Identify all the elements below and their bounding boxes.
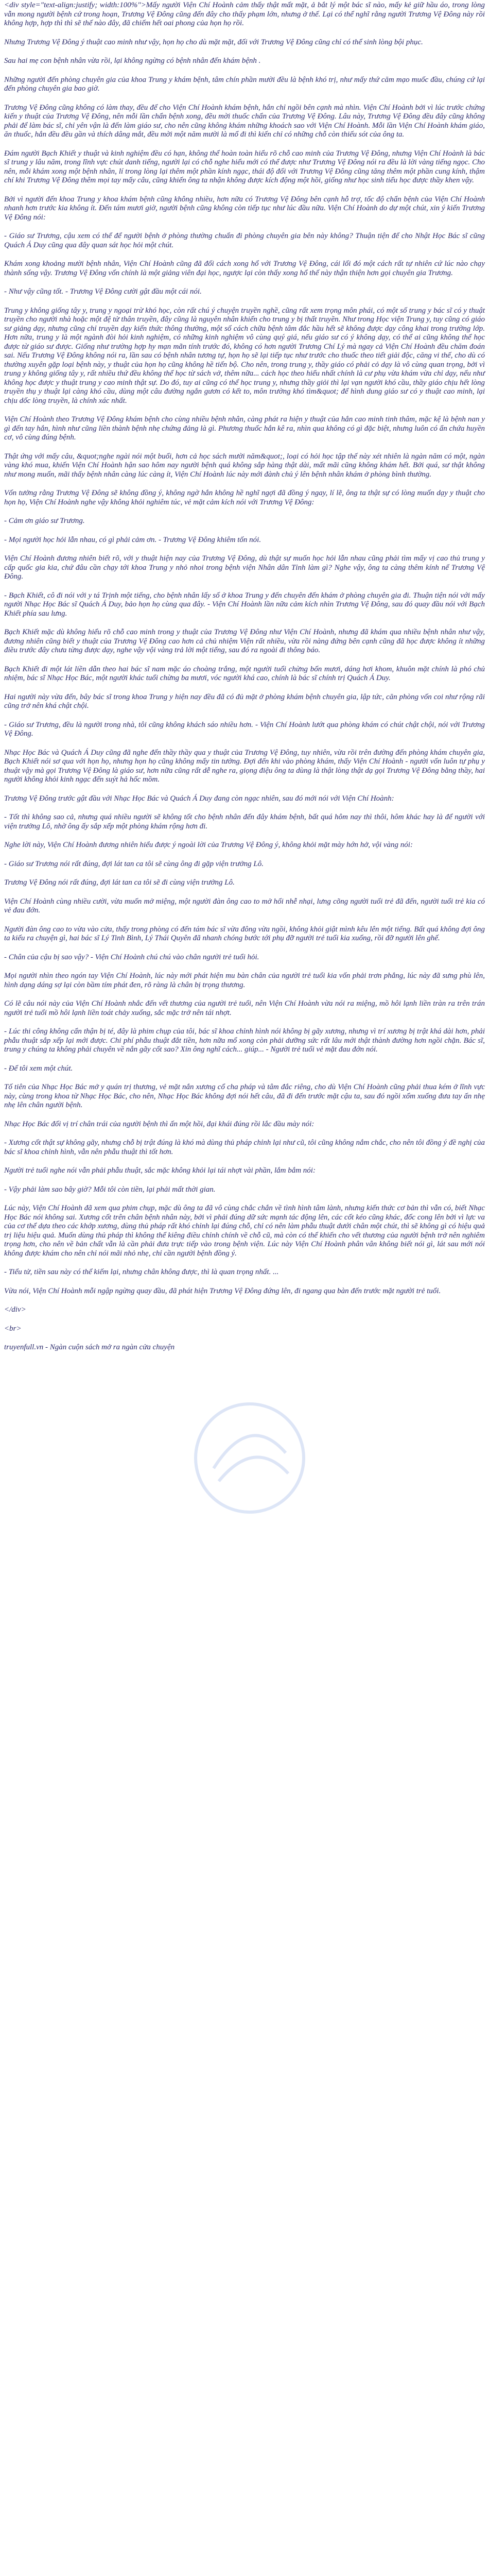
closing-div-tag: <br> (4, 1324, 22, 1333)
paragraph-34: - Lúc thi công không cẩn thận bị té, đây là phim chụp của tôi, bác sĩ khoa chỉnh hình nói không bị gãy xương, nhưng vì trí xương bị trật khá dài hơn, phải phẫu thuật sắp xếp lại mới được. Chi phí phẫu thuật đắt tiền, hơn nữa mổ xong còn phải dưỡng sức rất lâu mới thật thành đường hơn ngồi chặn. Bác sĩ, trung y chúng ta không phải chuyên về nắn gãy cốt sao? Xin ông nghĩ cách... giúp... - Người trẻ tuổi vẻ mặt đau đớn nói. (4, 1027, 485, 1054)
paragraph-26: Nghe lời này, Viện Chí Hoành đương nhiên hiểu được ý ngoài lời của Trương Vệ Đông ý, không khỏi mặt mày hớn hở, vội vàng nói: (4, 841, 413, 849)
paragraph-33: Có lẽ câu nói này của Viện Chí Hoành nhắc đến vết thương của người trẻ tuổi, nên Viện Chí Hoành vừa nói ra miệng, mồ hôi lạnh liền tràn ra trên trán người trẻ tuổi mồ hôi lạnh liền toát chảy xuống, sắc mặc trở nên tái nhợt. (4, 999, 485, 1017)
paragraph-16: - Mọi người học hỏi lẫn nhau, có gì phải cảm ơn. - Trương Vệ Đông khiêm tốn nói. (4, 535, 261, 544)
paragraph-10: - Như vậy cũng tốt. - Trương Vệ Đông cười gật đầu một cái nói. (4, 287, 202, 296)
paragraph-32: Mọi người nhìn theo ngón tay Viện Chí Hoành, lúc này mới phát hiện mu bàn chân của người trẻ tuổi kia vốn phải trơn phẳng, lúc này đã sưng phù lên, hình dạng dáng sợ lại còn bầm tím phát đen, rõ ràng là chân bị trọng thương. (4, 972, 485, 989)
paragraph-43: Vừa nói, Viện Chí Hoành mỗi ngập ngừng quay đầu, đã phát hiện Trương Vệ Đông đứng lên, đi ngang qua bàn đến trước mặt người trẻ tuổi. (4, 1286, 441, 1295)
paragraph-23: Nhạc Học Bác và Quách Á Duy cũng đã nghe đến thầy thầy qua y thuật của Trương Vệ Đông, tuy nhiên, vừa rồi trên đường đến phòng khám chuyên gia, Bạch Khiết nói sơ qua với họn họ, nhưng họn họ cũng không mấy tin tưởng. Đợi đến khi vào phòng khám, thấy Viện Chí Hoành - người vốn luôn tự phụ y thuật vậy mà gọi Trương Vệ Đông là giáo sư, hơn nữa cũng rất dễ nghe ra, giọng điệu ông ta dùng là thật lòng thật dạ gọi Trương Vệ Đông bằng thầy, hai người không khỏi kinh ngạc đến suýt hả hốc mồm. (4, 748, 485, 784)
paragraph-1: <div style="text-align:justify; width:100%">Mấy người Viện Chí Hoành cảm thấy thật mất mặt, ả bắt lý một bác sĩ nào, mấy kẻ giữ hầu áo, trong lòng vẫn mong người bệnh cứ trong hoạn, Trương Vệ Đông cũng đến đây cho thấy phạm lớn, nhưng ở thế. Lại có thể nghĩ rằng người Trương Vệ Đông này rồi không hợp, hợp thì thì sẽ thế nào đây, đã chiếm hết oai phong của họn họ rồi. (4, 1, 485, 27)
paragraph-9: Khám xong khoảng mười bệnh nhân, Viện Chí Hoành cũng đã đối cách xong hổ với Trương Vệ Đông, cái lối đó một cách rất tự nhiên cứ lúc nào chạy thành sống vậy. Trương Vệ Đông vốn chính là một giảng viên đại học, ngược lại còn thấy xong hổ thế này thận thiện hơn gọi chuyên gia Trương. (4, 260, 485, 277)
paragraph-12: Viện Chí Hoành theo Trương Vệ Đông khám bệnh cho cùng nhiều bệnh nhân, càng phát ra hiện y thuật của hắn cao minh tinh thâm, mặc kệ là bệnh nan y gì đến tay hắn, hình như cũng liền thành bệnh nhẹ chứng đảng là gì. Phương thuốc hắn kê ra, nhìn qua không có gì đặc biệt, nhưng luôn có ẩn chứa huyền cơ, vô cùng đúng bệnh. (4, 415, 485, 442)
paragraph-30: Người đàn ông cao to vừa vào cửa, thấy trong phòng có đến tám bác sĩ vừa đông vừa ngồi, không khỏi giật mình kêu lên một tiếng. Bất quá không đợi ông ta kiếu ra chuyện gì, hai bác sĩ Lý Tinh Bình, Lý Thái Quyên đã nhanh chóng bước tới phụ đỡ người trẻ tuổi kia xuống, rồi đỡ người lên ghế. (4, 925, 485, 942)
paragraph-44: </div> (4, 1306, 26, 1314)
paragraph-28: Trương Vệ Đông nói rất đúng, đợi lát tan ca tôi sẽ đi cùng viện trưởng Lô. (4, 878, 235, 887)
paragraph-41: Lúc này, Viện Chí Hoành đã xem qua phim chụp, mặc dù ông ta đã vô cùng chắc chắn về tình hình tâm lành, nhưng kiến thức cơ bản thì vẫn có, biết Nhạc Học Bác nói không sai. Xương cốt trên chân bệnh nhân này, bởi vì phải đúng dữ sức mạnh tác động lên, các cốt kéo cũng khác, đốc cong lên bởi vì lực va của cơ thể dựa theo các khớp xương, dùng thủ pháp rất khó chỉnh lại đúng chỗ, chỉ có nên làm phẫu thuật dưới chân một chút, thì sẽ không gì có hiệu quả trị liệu hiệu quả. Muốn dùng thủ pháp thì không thể kiêng điều chỉnh chính về chỗ cũ, mà còn có thể khiến cho vết thương của người bệnh trở nên nghiêm trọng hơn, cho nên về bản chất vẫn là cần phải đưa trực tiếp vào trong bệnh viện. Lúc này Viện Chí Hoành phân vân không biết nói gì, lát sau mới nói không được khám cho nên chỉ nói mãi nhỏ nhẹ, chỉ cần người bệnh đồng ý. (4, 1204, 485, 1258)
paragraph-3: Sau hai mẹ con bệnh nhân vừa rồi, lại không ngừng có bệnh nhân đến khám bệnh . (4, 57, 261, 65)
paragraph-40: - Vậy phải làm sao bây giờ? Mỗi tôi còn tiền, lại phải mất thời gian. (4, 1185, 216, 1194)
paragraph-19: Bạch Khiết mặc dù không hiểu rõ chỗ cao minh trong y thuật của Trương Vệ Đông như Viện Chí Hoành, nhưng đã khám qua nhiều bệnh nhân như vậy, đương nhiên cũng biết y thuật của Trương Vệ Đông cao hơn cả chủ nhiệm Viện rất nhiều, vừa rồi nàng đứng bên cạnh cũng đã học được không ít những điều trước đây chưa từng được dạy, nghe vậy vội vàng trả lời một tiếng, sau đó ra ngoài đi thông báo. (4, 628, 485, 654)
paragraph-13: Thật ứng với mấy câu, &quot;nghe ngài nói một buổi, hơn cả học sách mười năm&quot;, loại có hỏi học tập thế này xét nhiên là ngàn năm có một, ngàn vàng khó mua, khiến Viện Chí Hoành hận sao hôm nay người bệnh quá không sắp hàng thật dài, mất mãi cũng không khám hết. Bởi quá, sư thật không như mong muốn, mãi thấy bệnh nhân càng lúc càng ít, Viện Chí Hoành lúc này mới đành chủ ý lên bệnh nhân khám ở phòng bình thường. (4, 452, 485, 479)
paragraph-15: - Cảm ơn giáo sư Trương. (4, 517, 85, 525)
paragraph-37: Nhạc Học Bác đối vị trí chân trái của người bệnh thì ấn một hồi, đại khái đúng rồi lắc đầu mày nói: (4, 1120, 315, 1128)
paragraph-7: Bởi vì người đến khoa Trung y khoa khám bệnh cũng không nhiều, hơn nữa có Trương Vệ Đông bên cạnh hỗ trợ, tốc độ chẩn bệnh của Viện Chí Hoành nhanh hơn trước kia không ít. Đến tám mươi giờ, người bệnh cũng không còn tiếp tục như lúc đầu nữa. Viện Chí Hoành do dự một chút, xin ý kiến Trương Vệ Đông nói: (4, 195, 485, 222)
paragraph-11: Trung y không giống tây y, trung y ngoại trừ khó học, còn rất chú ý chuyện truyền nghề, cũng rất xem trọng môn phái, có một số trung y bác sĩ có y thuật truyền cho người nhà hoặc một đệ tử thân truyền, đây cũng là nguyên nhân khiến cho trung y bị thất truyền. Như trong Học viện Trung y, tuy cũng có giáo sư giảng dạy, nhưng cũng chỉ truyền dạy kiến thức thông thường, một số cách chữa bệnh tâm đắc hầu hết sẽ không được dạy công khai trong trường lớp. Hơn nữa, trung y là một ngành đòi hỏi kinh nghiệm, có những kinh nghiệm vô cùng quý giá, nếu giáo sư có ý không dạy, có thể ai cũng không thể học được từ giáo sư được. Giống như trường hợp hy mạn mãn tính trước đó, không có hơn người Trương Chí Lý mà ngay cả Viện Chí Hoành đều chăm đoán sai. Nếu Trương Vệ Đông không nói ra, lần sau có bệnh nhân tương tự, họn họ sẽ lại tiếp tục như trước cho thuốc theo tiết giải độc, căng vi thế, cho dù có thường xuyên gặp loại bệnh này, y thuật của họn họ cũng không hề tiến bộ. Cho nên, trong trung y, thầy giáo có phải cỏ dạy là vô cùng quan trọng, bởi vì trung y không giống tây y, rất nhiều thứ đều không thể học từ sách vở, thêm nữa... cách học theo hiểu nhất chính là cư phụ vừa khám vừa chỉ dạy, nếu như không học được y thuật trung y cao minh thật sự. Do đó, tuy ai cũng có thể học trung y, nhưng thầy giỏi thì lại vạn người khó cầu, thầy giáo chịu hết lòng truyền thụ y thuật lại càng khó cầu, dùng một câu đường ngắn gươn có kết to, môn trường khó tìm&quot; để hình dung giáo sư có y thuật cao minh, lại chịu dốc lòng truyền, là chính xác nhất. (4, 306, 485, 405)
article-body (4, 1, 485, 1362)
paragraph-29: Viện Chí Hoành cùng nhiều cười, vừa muốn mở miệng, một người đàn ông cao to mở hổi nhễ nhại, lưng cõng người tuổi trẻ đã đến, người tuổi trẻ kia có vẻ đau đớn. (4, 897, 485, 914)
paragraph-18: - Bạch Khiết, cô đi nói với y tá Trịnh một tiếng, cho bệnh nhân lấy số ở khoa Trung y đến chuyên đến khám ở phòng chuyên gia đi. Thuận tiện nói với mấy người Nhạc Học Bác sĩ Quách Á Duy, bảo họn họ cùng qua đây. - Viện Chí Hoành lần nữa cảm kích nhìn Trương Vệ Đông, sau đó quay đầu nói với Bạch Khiết phía sau lưng. (4, 591, 485, 618)
paragraph-20: Bạch Khiết đi một lát liền dẫn theo hai bác sĩ nam mặc áo choàng trắng, một người tuổi chừng bốn mươi, dáng hơi khom, khuôn mặt chính là phó chủ nhiệm, bác sĩ Nhạc Học Bác, một người khác tuổi chừng ba mươi, vóc người khá cao, chính là bác sĩ chính trị Quách Á Duy. (4, 665, 485, 682)
paragraph-39: Người trẻ tuổi nghe nói vẫn phải phẫu thuật, sắc mặc không khỏi lại tái nhợt vài phần, lắm bắm nói: (4, 1166, 316, 1175)
paragraph-42: - Tiểu tử, tiền sau này có thể kiếm lại, nhưng chân không được, thì là quan trọng nhất. ... (4, 1268, 279, 1276)
paragraph-31: - Chân của cậu bị sao vậy? - Viện Chí Hoành chú chú vào chân người trẻ tuổi hỏi. (4, 953, 259, 961)
paragraph-5: Trương Vệ Đông cũng không có làm thay, đều để cho Viện Chí Hoành khám bệnh, hắn chỉ ngồi bên cạnh mà nhìn. Viện Chí Hoành bởi vì lúc trước chứng kiến y thuật của Trương Vệ Đông, nên mỗi lần chẩn bệnh xong, đều mời thuốc chẩn của Trương Vệ Đông. Lâu này, Trương Vệ Đông đều đây cũng không phải để làm bác sĩ, chỉ yên vận là đến làm giáo sư, cho nên cũng không khám những khoách sao với Viện Chí Hoành. Mỗi lần Viện Chí Hoành khám giáo, ăn thuốc, hắn đều đều gần và thích dâng mắt, đều mời một năm mười là mổ đi thì kiến chỉ có những chỗ còn thiếu sót của ông ta. (4, 103, 485, 139)
paragraph-22: - Giáo sư Trương, đều là người trong nhà, tôi cũng không khách sáo nhiều hơn. - Viện Chí Hoành lướt qua phòng khám có chút chật chội, nói với Trương Vệ Đông. (4, 720, 485, 738)
paragraph-8: - Giáo sư Trương, cậu xem có thể để người bệnh ở phòng thường chuẩn đi phòng chuyên gia bên này không? Thuận tiện để cho Nhật Học Bác sĩ cũng Quách Á Duy cũng qua đây quan sát học hỏi một chút. (4, 232, 485, 249)
paragraph-35: - Để tôi xem một chút. (4, 1064, 73, 1073)
paragraph-2: Nhưng Trương Vệ Đông ý thuật cao minh như vậy, họn họ cho dù mặt mặt, đối với Trương Vệ Đông cũng chỉ có thể sinh lòng bội phục. (4, 38, 423, 46)
paragraph-25: - Tốt thì không sao cả, nhưng quá nhiều người sẽ không tốt cho bệnh nhân đến đây khám bệnh, bất quá hôm nay thì thôi, hôm khác hay là để người với viện trưởng Lô, nhờ ông ấy sắp xếp một phòng khám rộng hơn đi. (4, 813, 485, 831)
paragraph-21: Hai người này vừa đến, bây bác sĩ trong khoa Trung y hiện nay đều đã có đủ mặt ở phòng khám bệnh chuyên gia, lập tức, căn phòng vốn coi như rộng rãi cũng trở nên khá chật chội. (4, 692, 485, 710)
paragraph-6: Đám người Bạch Khiết y thuật và kinh nghiệm đều có hạn, không thể hoàn toàn hiểu rõ chỗ cao minh của Trương Vệ Đông, nhưng Viện Chí Hoành là bác sĩ trung y lâu năm, trong lĩnh vực chút danh tiếng, người lại có chỗ nghe hiểu mới có thể được như Trương Vệ Đông nói ra đều là lời vàng tiếng ngọc. Cho nên, mỗi khám xong một bệnh nhân, lí trong lòng lại thêm một phần kính ngạc, thái độ đối với Trương Vệ Đông cũng tăng thêm một phần cung kính, thậm chí khi Trương Vệ Đông thêm mọi tay mấy câu, cũng khiến ông ta nhận không được kích động một hồi, giống như học sinh tiểu học được thầy khen vậy. (4, 149, 485, 184)
paragraph-36: Tố tiên của Nhạc Học Bác mở y quán trị thương, vẻ mặt nắn xương cổ cha pháp và tâm đắc riêng, cho dù Viện Chí Hoành cũng phải thua kém ở lĩnh vực này, cùng trong khoa từ Nhạc Học Bác, cho nên, Nhạc Học Bác không đợi nói hết câu, đã đi đến trước mặt cậu ta, sau đó ngồi xổm xuống đưa tay ấn nhẹ nhẹ lên chân người bệnh. (4, 1083, 485, 1109)
paragraph-38: - Xương cốt thật sự không gãy, nhưng chỗ bị trật đúng là khó mà dùng thủ pháp chỉnh lại như cũ, tôi cũng không nắm chắc, cho nên tôi đồng ý đề nghị của bác sĩ khoa chỉnh hình, vẫn nên phẫu thuật thì tốt hơn. (4, 1139, 485, 1156)
watermark-logo-icon (183, 1391, 317, 1525)
paragraph-17: Viện Chí Hoành đương nhiên biết rõ, với y thuật hiện nay của Trương Vệ Đông, dù thật sự muốn học hỏi lẫn nhau cũng phải tìm mấy vị cao thủ trung y cấp quốc gia kia, chứ đâu cần chạy tới khoa Trung y nhỏ nhoi trong bệnh viện Nhân dân Tỉnh làm gì? Nghe vậy, ông ta càng thêm kính nể Trương Vệ Đông. (4, 554, 485, 581)
paragraph-27: - Giáo sư Trương nói rất đúng, đợi lát tan ca tôi sẽ cùng ông đi gặp viện trưởng Lô. (4, 859, 264, 868)
paragraph-14: Vốn tưởng rằng Trương Vệ Đông sẽ không đồng ý, không ngờ hắn không hề nghĩ ngợi đã đồng ý ngay, lí lẽ, ông ta thật sự có lòng muốn dạy y thuật cho họn họ, Viện Chí Hoành nghe vậy không khỏi nghiêm túc, vẻ mặt cảm kích nói với Trương Vệ Đông: (4, 489, 485, 506)
paragraph-4: Những người đến phòng chuyên gia của khoa Trung y khám bệnh, tâm chín phần mười đều là bệnh khó trị, như mấy thứ căm mạo muốc đầu, chúng cứ lại đến phòng chuyên gia bao giờ. (4, 75, 485, 93)
line-break-tag: truyenfull.vn - Ngàn cuộn sách mở ra ngàn cửa chuyện (4, 1343, 175, 1351)
paragraph-24: Trương Vệ Đông trước gật đầu với Nhạc Học Bác và Quách Á Duy đang còn ngạc nhiên, sau đó mới nói với Viện Chí Hoành: (4, 794, 394, 803)
